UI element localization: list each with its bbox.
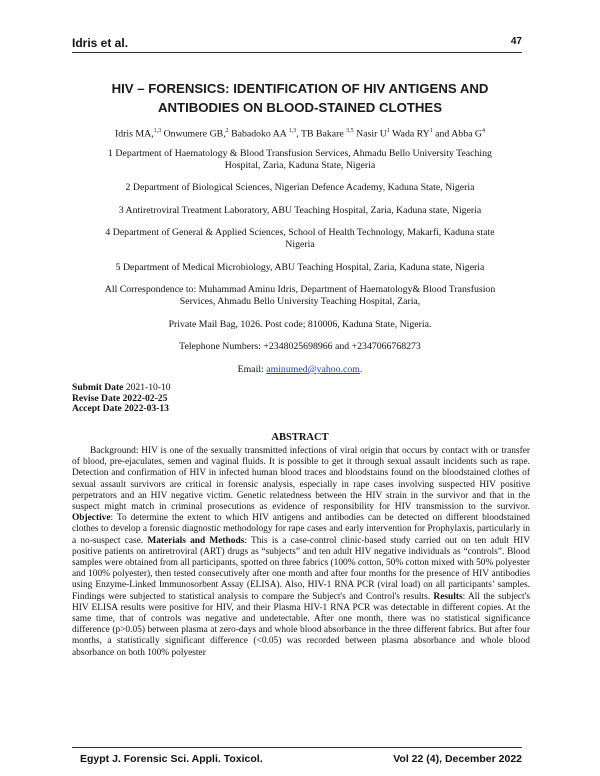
correspondence-cont: Services, Ahmadu Bello University Teaching Hospital, Zaria,: [179, 296, 421, 307]
author-name: Onwumere GB,: [161, 128, 226, 140]
affiliation-5: 5 Department of Medical Microbiology, ABU Teaching Hospital, Zaria, Kaduna state, Nigeria: [115, 262, 485, 273]
abstract-objective: : To determine the extent to which HIV antigens and antibodies can be detected on different bloodstained clothes to develop a forensic diagnostic methodology for rape cases and early intervention for Prophylaxis, particularly in a no-suspect case.: [72, 513, 530, 546]
author-name: Nasir U: [356, 128, 387, 140]
author-name: and Abba G: [432, 128, 482, 140]
revise-date: Revise Date 2022-02-25: [72, 392, 168, 404]
results-label: Results: [433, 591, 463, 602]
author-name: Wada RY: [389, 128, 430, 140]
email-period: .: [359, 364, 363, 375]
postal-address: Private Mail Bag, 1026. Post code; 810006, Kaduna State, Nigeria.: [168, 319, 432, 330]
affiliation-4-cont: Nigeria: [285, 239, 315, 250]
author-affiliation-mark: 3,5: [346, 128, 354, 134]
affiliation-4: 4 Department of General & Applied Sciences, School of Health Technology, Makarfi, Kaduna state: [105, 227, 495, 238]
article-title: [60, 79, 540, 117]
journal-name: Egypt J. Forensic Sci. Appli. Toxicol.: [80, 753, 263, 765]
author-affiliation-mark: 1,3: [153, 128, 162, 134]
submit-date-value: 2021-10-10: [123, 382, 171, 393]
abstract-body: [72, 446, 530, 659]
header-author: Idris et al.: [72, 36, 129, 50]
header-page-number: 47: [510, 36, 522, 47]
author-affiliation-mark: 1: [386, 128, 390, 134]
author-affiliation-mark: 4: [481, 128, 485, 134]
author-name: Babadoko AA: [228, 128, 289, 140]
author-name: , TB Bakare: [296, 128, 347, 140]
author-affiliation-mark: 1: [429, 128, 433, 134]
correspondence: All Correspondence to: Muhammad Aminu Idris, Department of Haematology& Blood Transfusion: [104, 284, 496, 295]
affiliation-3: 3 Antiretroviral Treatment Laboratory, ABU Teaching Hospital, Zaria, Kaduna state, Nigeria: [118, 205, 482, 216]
abstract-background: Background: HIV is one of the sexually transmitted infections of viral origin that occurs by contact with or transfer of blood, pre-ejaculates, semen and vaginal fluids. It is possible to get it through sexual assault incidents such as rape. Detection and confirmation of HIV in infected human blood traces and bloodstains found on the bloodstained clothes of sexual assault survivors are critical in forensic analysis, especially in rape cases involving suspected HIV positive perpetrators and an HIV negative victim. Genetic relatedness between the HIV strain in the survivor and that in the suspect might match in criminal prosecutions as evidence of responsibility for HIV transmission to the survivor.: [72, 446, 530, 513]
author-name: Idris MA,: [115, 128, 154, 140]
running-footer: [72, 747, 522, 764]
running-header: [72, 38, 522, 53]
methods-label: Materials and Methods: [147, 535, 245, 546]
affiliation-2: 2 Department of Biological Sciences, Nigerian Defence Academy, Kaduna State, Nigeria: [125, 182, 475, 193]
abstract-heading: ABSTRACT: [271, 432, 329, 443]
submit-date-label: Submit Date: [72, 382, 124, 393]
author-affiliation-mark: 2: [225, 128, 229, 134]
affiliation-1: 1 Department of Haematology & Blood Transfusion Services, Ahmadu Bello University Teaching: [108, 148, 492, 159]
article-dates: [72, 383, 171, 415]
abstract-paragraph: [72, 446, 530, 659]
volume-info: Vol 22 (4), December 2022: [393, 753, 522, 765]
abstract-methods: : This is a case-control clinic-based study carried out on ten adult HIV positive patients on antiretroviral (ART) drugs as “subjects” and ten adult HIV negative individuals as “controls”. Blood samples were obtained from all participants, spotted on three fabrics (100% cotton, 50% cotton mixed with 50% polyester and 100% polyester), then tested consecutively after one month and after four months for the presence of HIV antibodies using Enzyme-Linked Immunosorbent Assay (ELISA). Also, HIV-1 RNA PCR (viral load) on all participants’ samples. Findings were subjected to statistical analysis to compare the Subject's and Control's results.: [72, 535, 530, 602]
title-line: ANTIBODIES ON BLOOD-STAINED CLOTHES: [157, 100, 443, 115]
email-link[interactable]: aminumed@yahoo.com: [266, 364, 360, 375]
objective-label: Objective: [72, 513, 111, 524]
affiliation-1-cont: Hospital, Zaria, Kaduna State, Nigeria: [224, 160, 376, 171]
author-affiliation-mark: 1,3: [288, 128, 297, 134]
email-line: [60, 364, 540, 376]
abstract-results: : All the subject's HIV ELISA results were positive for HIV, and their Plasma HIV-1 RNA PCR was detectable in different copies. At the same time, that of controls was negative and undetectable. After one month, there was no statistical significance difference (p>0.05) between plasma at zero-days and whole blood absorbance in the three different fabrics. But after four months, a statistically significant difference (<0.05) was recorded between plasma absorbance and whole blood absorbance on both 100% polyester: [72, 591, 530, 658]
title-line: HIV – FORENSICS: IDENTIFICATION OF HIV ANTIGENS AND: [111, 81, 489, 96]
telephone-numbers: Telephone Numbers: +2348025698966 and +2347066768273: [179, 341, 421, 352]
accept-date: Accept Date 2022-03-13: [72, 403, 169, 414]
author-list: [60, 125, 540, 140]
email-label: Email:: [237, 364, 267, 375]
